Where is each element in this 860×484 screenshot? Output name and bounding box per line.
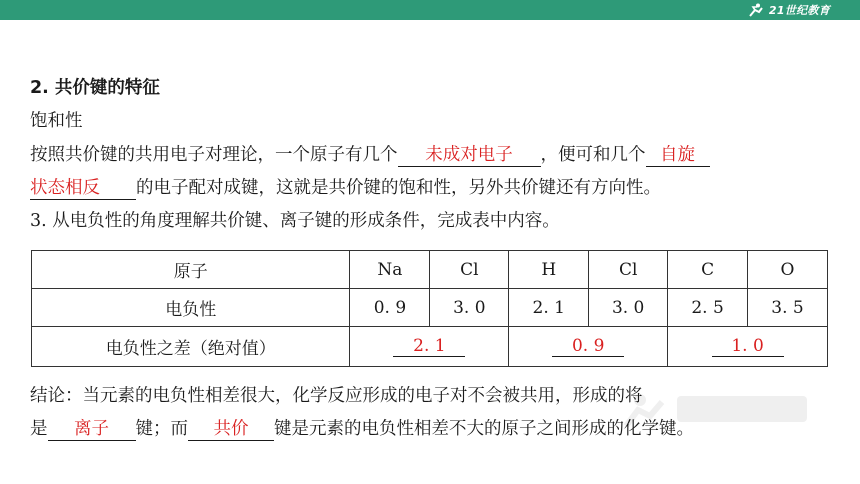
table-cell: C	[668, 251, 748, 289]
diff-answer-2: 0. 9	[552, 336, 624, 357]
table-row-atoms	[32, 251, 828, 289]
answer-blank-2b: 状态相反	[30, 178, 136, 200]
table-row-difference	[32, 327, 828, 367]
conclusion-line1: 结论：当元素的电负性相差很大，化学反应形成的电子对不会被共用，形成的将	[30, 386, 643, 406]
para1-text3: 的电子配对成键，这就是共价键的饱和性，另外共价键还有方向性。	[136, 178, 661, 198]
table-cell: Cl	[589, 251, 668, 289]
table-cell: Na	[350, 251, 430, 289]
table-row-electronegativity	[32, 289, 828, 327]
table-cell: 电负性	[32, 289, 350, 327]
electronegativity-table	[31, 250, 828, 367]
paragraph-saturation-line2	[30, 176, 661, 200]
table-cell: 3. 0	[589, 289, 668, 327]
table-cell-diff	[509, 327, 668, 367]
table-cell: 3. 0	[430, 289, 509, 327]
table-cell: H	[509, 251, 589, 289]
table-cell: 原子	[32, 251, 350, 289]
table-cell: 3. 5	[748, 289, 828, 327]
logo-text: 21世纪教育	[768, 4, 830, 17]
answer-blank-1: 未成对电子	[398, 145, 541, 167]
table-cell-diff	[350, 327, 509, 367]
table-cell: 电负性之差（绝对值）	[32, 327, 350, 367]
table-cell-diff	[668, 327, 828, 367]
answer-blank-covalent: 共价	[188, 419, 274, 441]
conclusion-line2	[30, 417, 694, 441]
table-cell: 0. 9	[350, 289, 430, 327]
table-cell: Cl	[430, 251, 509, 289]
paragraph-saturation-line1	[30, 143, 710, 167]
para1-text2: ，便可和几个	[540, 145, 646, 165]
conclusion-text1: 是	[30, 419, 48, 439]
section-2-title: 2. 共价键的特征	[30, 78, 160, 98]
brand-logo	[747, 2, 830, 18]
table-cell: 2. 5	[668, 289, 748, 327]
conclusion-text3: 键是元素的电负性相差不大的原子之间形成的化学键。	[274, 419, 694, 439]
section-2-subtitle: 饱和性	[30, 111, 83, 131]
watermark-icon	[622, 388, 822, 428]
table-cell: O	[748, 251, 828, 289]
faint-watermark-logo	[622, 388, 822, 437]
diff-answer-3: 1. 0	[712, 336, 784, 357]
conclusion-text2: 键；而	[135, 419, 188, 439]
diff-answer-1: 2. 1	[393, 336, 465, 357]
top-banner	[0, 0, 860, 20]
answer-blank-2a: 自旋	[646, 145, 710, 167]
section-3-title: 3. 从电负性的角度理解共价键、离子键的形成条件，完成表中内容。	[30, 211, 560, 231]
para1-text1: 按照共价键的共用电子对理论，一个原子有几个	[30, 145, 398, 165]
answer-blank-ionic: 离子	[48, 419, 136, 441]
runner-logo-icon	[747, 3, 765, 17]
table-cell: 2. 1	[509, 289, 589, 327]
